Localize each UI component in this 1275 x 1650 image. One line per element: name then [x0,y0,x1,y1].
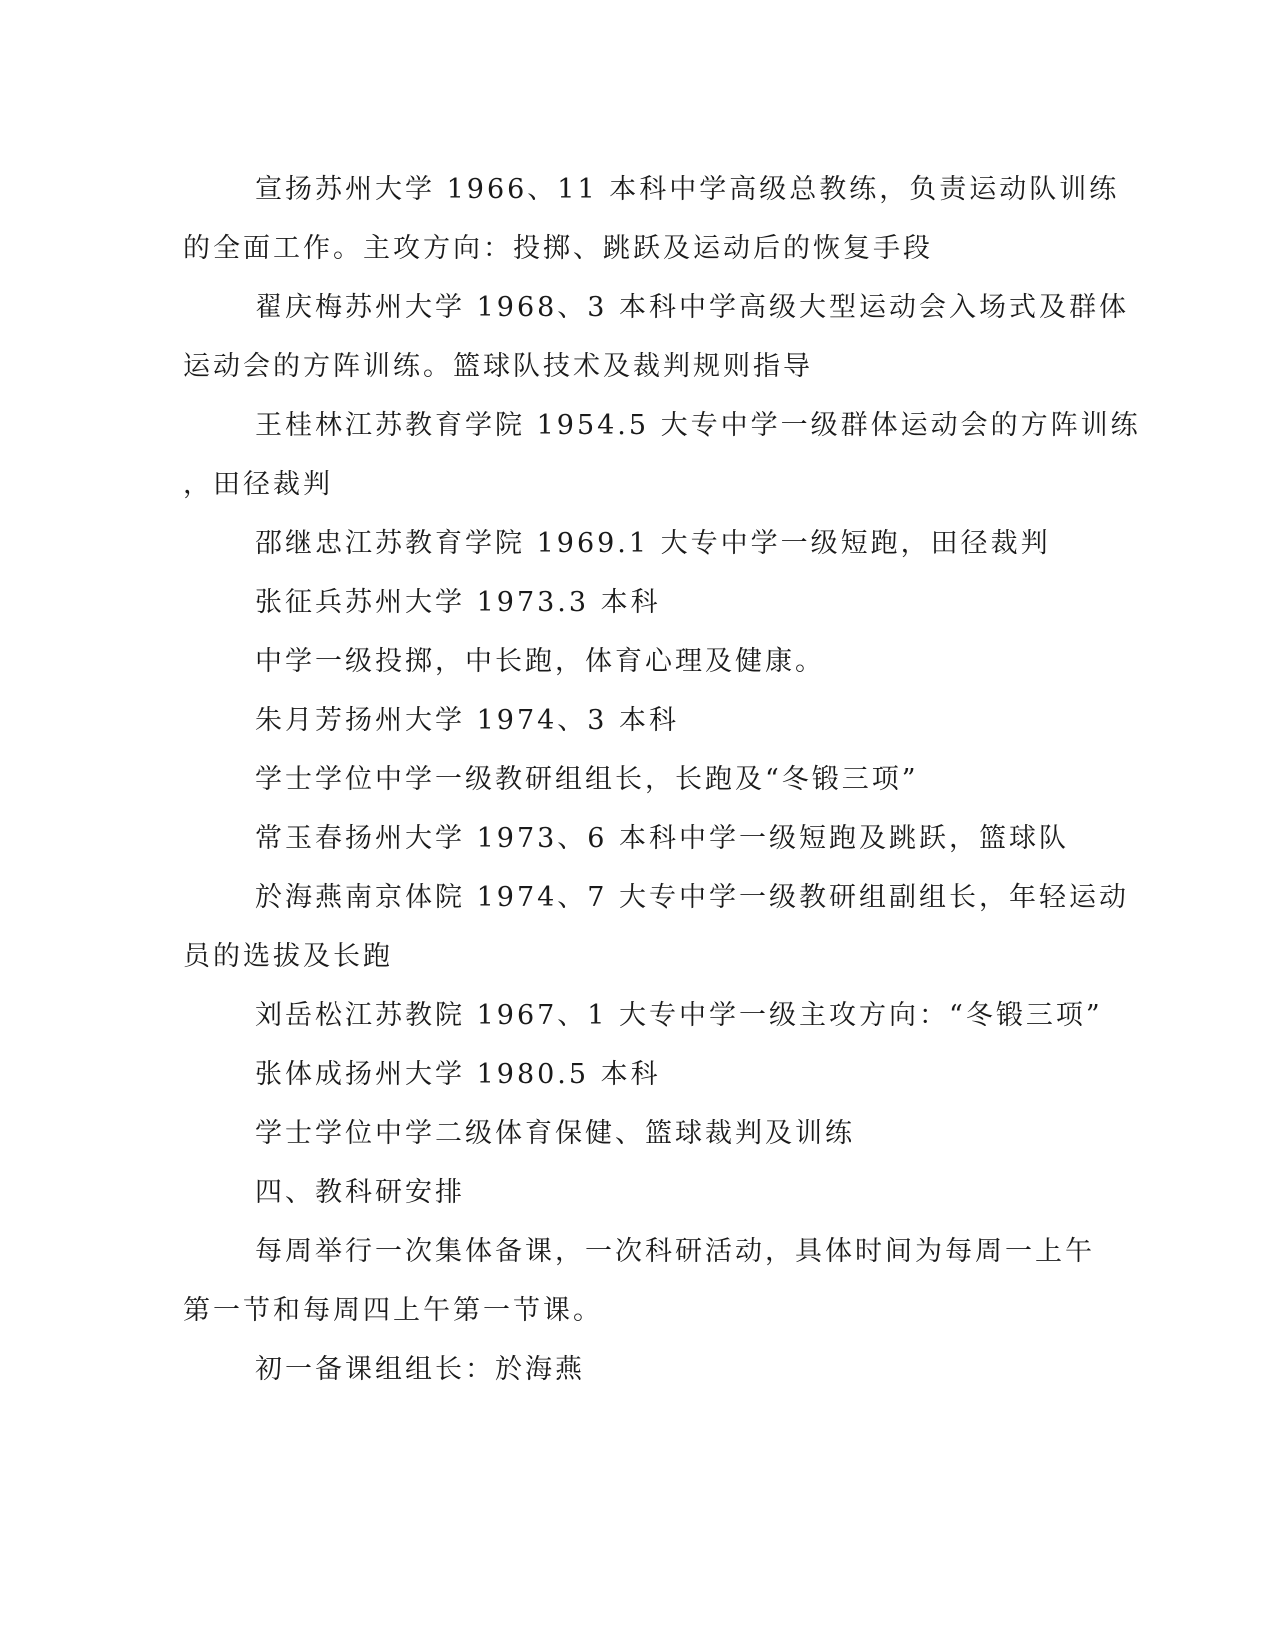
paragraph-12-line-1: 张体成扬州大学 1980.5 本科 [255,1059,661,1090]
paragraph-15-line-1: 每周举行一次集体备课，一次科研活动，具体时间为每周一上午 [255,1236,1095,1267]
paragraph-15-line-2: 第一节和每周四上午第一节课。 [183,1295,603,1326]
paragraph-10-line-1: 於海燕南京体院 1974、7 大专中学一级教研组副组长，年轻运动 [255,882,1130,913]
paragraph-9-line-1: 常玉春扬州大学 1973、6 本科中学一级短跑及跳跃，篮球队 [255,823,1070,854]
paragraph-1-line-1: 宣扬苏州大学 1966、11 本科中学高级总教练，负责运动队训练 [255,174,1120,205]
paragraph-11 [183,986,1103,1045]
paragraph-4 [183,514,1063,573]
section-heading-text: 四、教科研安排 [255,1177,465,1208]
paragraph-3-line-2: ，田径裁判 [183,469,333,500]
paragraph-5 [183,573,1063,632]
paragraph-1 [183,160,1120,278]
paragraph-10 [183,868,1130,986]
paragraph-13 [183,1104,1063,1163]
paragraph-8 [183,750,1063,809]
paragraph-7 [183,691,1063,750]
paragraph-16-line-1: 初一备课组组长：於海燕 [255,1354,585,1385]
document-body [183,160,1141,1399]
paragraph-13-line-1: 学士学位中学二级体育保健、篮球裁判及训练 [255,1118,855,1149]
paragraph-6-line-1: 中学一级投掷，中长跑，体育心理及健康。 [255,646,825,677]
paragraph-2-line-2: 运动会的方阵训练。篮球队技术及裁判规则指导 [183,351,813,382]
paragraph-11-line-1: 刘岳松江苏教院 1967、1 大专中学一级主攻方向：“冬锻三项” [255,1000,1103,1031]
paragraph-8-line-1: 学士学位中学一级教研组组长，长跑及“冬锻三项” [255,764,919,795]
section-heading [183,1163,1063,1222]
paragraph-6 [183,632,1063,691]
paragraph-15 [183,1222,1095,1340]
paragraph-16 [183,1340,1063,1399]
paragraph-3 [183,396,1141,514]
paragraph-1-line-2: 的全面工作。主攻方向：投掷、跳跃及运动后的恢复手段 [183,233,933,264]
paragraph-4-line-1: 邵继忠江苏教育学院 1969.1 大专中学一级短跑，田径裁判 [255,528,1051,559]
paragraph-7-line-1: 朱月芳扬州大学 1974、3 本科 [255,705,680,736]
paragraph-5-line-1: 张征兵苏州大学 1973.3 本科 [255,587,661,618]
paragraph-2 [183,278,1130,396]
paragraph-10-line-2: 员的选拔及长跑 [183,941,393,972]
paragraph-3-line-1: 王桂林江苏教育学院 1954.5 大专中学一级群体运动会的方阵训练 [255,410,1141,441]
paragraph-9 [183,809,1070,868]
paragraph-12 [183,1045,1063,1104]
paragraph-2-line-1: 翟庆梅苏州大学 1968、3 本科中学高级大型运动会入场式及群体 [255,292,1130,323]
